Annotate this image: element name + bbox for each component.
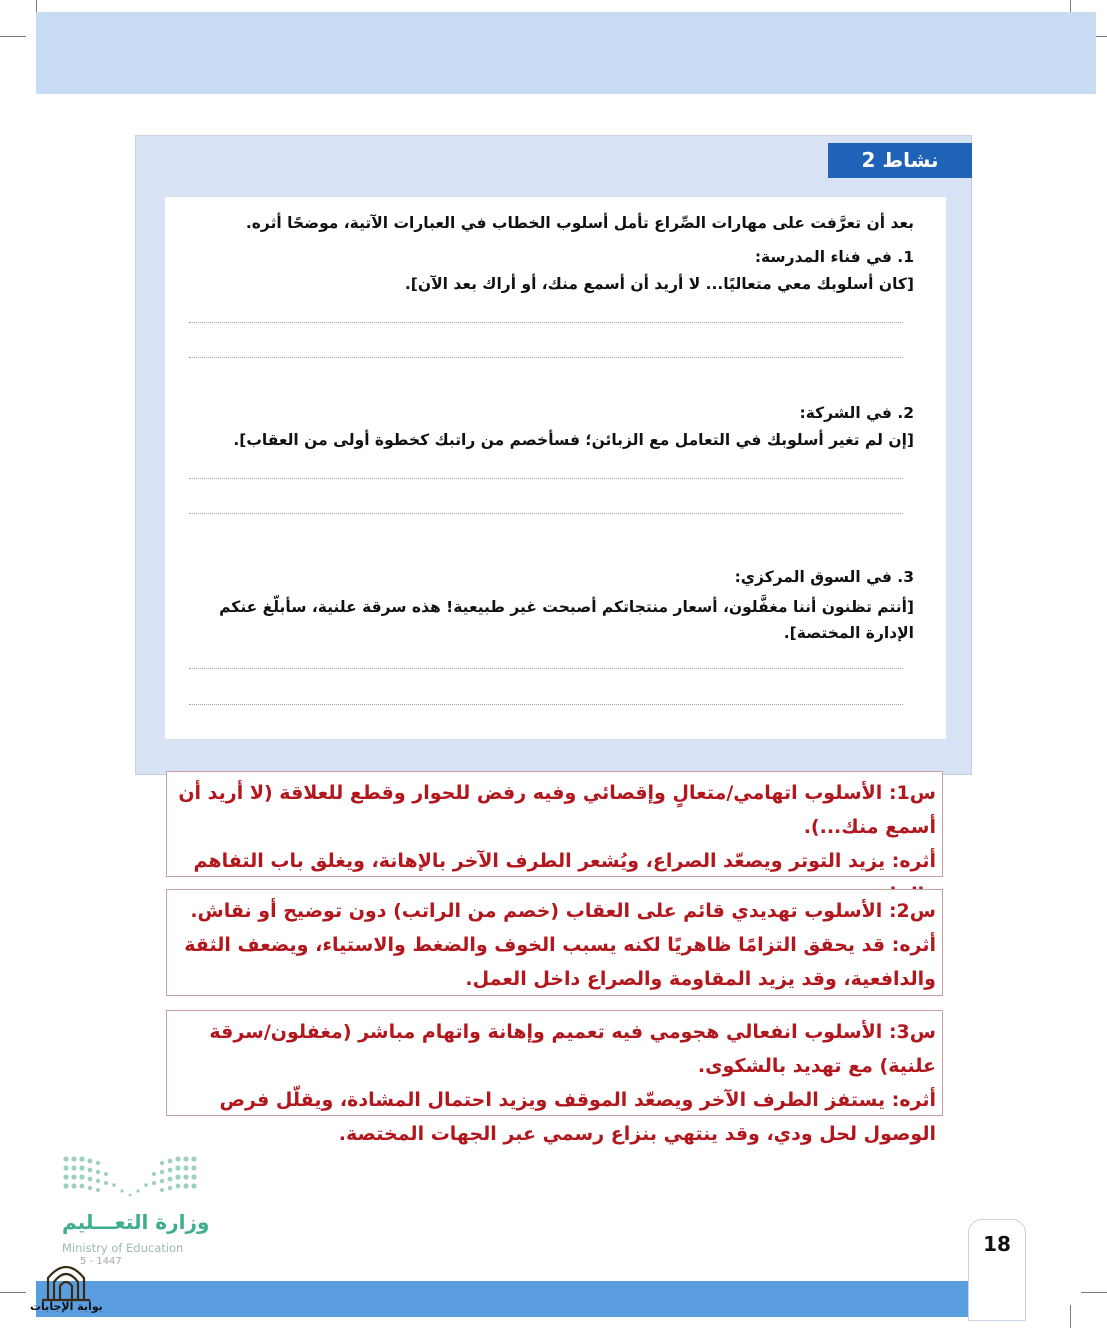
header-band <box>36 12 1096 94</box>
footer-band <box>36 1281 971 1317</box>
activity-title: نشاط 2 <box>828 143 972 178</box>
portal-label: بوابة الإجابات <box>30 1300 103 1313</box>
answer-3-label: س3: <box>888 1021 936 1043</box>
answer-box-1 <box>166 771 943 877</box>
answer-2-effect-label: أثره: <box>891 934 936 956</box>
answer-1-effect-label: أثره: <box>891 850 936 872</box>
answer-line <box>189 513 903 514</box>
ministry-name-arabic: وزارة التعـــليم <box>62 1210 210 1234</box>
answer-2-label: س2: <box>888 900 936 922</box>
ministry-logo-icon <box>62 1155 198 1200</box>
answer-3-effect-label: أثره: <box>891 1089 936 1111</box>
answer-line <box>189 322 903 323</box>
question-3-heading: 3. في السوق المركزي: <box>734 568 914 586</box>
crop-mark <box>0 1292 26 1293</box>
answer-2-effect: قد يحقق التزامًا ظاهريًا لكنه يسبب الخوف والضغط والاستياء، ويضعف الثقة والدافعية، وقد يزيد المقاومة والصراع داخل العمل. <box>184 934 936 990</box>
activity-instruction: بعد أن تعرَّفت على مهارات الصِّراع تأمل أسلوب الخطاب في العبارات الآتية، موضحًا أثره. <box>245 214 914 232</box>
crop-mark <box>1070 1305 1071 1328</box>
answer-box-2 <box>166 889 943 996</box>
question-3-quote: [أنتم تظنون أننا مغفَّلون، أسعار منتجاتكم أصبحت غير طبيعية! هذه سرقة علنية، سأبلّغ عنكم الإدارة المختصة]. <box>219 598 914 642</box>
answer-1-effect: يزيد التوتر ويصعّد الصراع، ويُشعر الطرف الآخر بالإهانة، ويغلق باب التفاهم <box>193 850 886 872</box>
answer-line <box>189 357 903 358</box>
answer-line <box>189 478 903 479</box>
crop-mark <box>0 36 26 37</box>
answer-2-text: الأسلوب تهديدي قائم على العقاب (خصم من الراتب) دون توضيح أو نقاش. <box>190 900 883 922</box>
answer-1-label: س1: <box>888 782 936 804</box>
question-2-heading: 2. في الشركة: <box>799 404 914 422</box>
answer-line <box>189 704 903 705</box>
answer-box-3 <box>166 1010 943 1145</box>
answer-3-effect: يستفز الطرف الآخر ويصعّد الموقف ويزيد احتمال المشادة، ويقلّل فرص الوصول لحل ودي، وقد ينتهي بنزاع رسمي عبر الجهات المختصة. <box>219 1089 936 1145</box>
ministry-name-english: Ministry of Education <box>62 1241 184 1255</box>
question-1-heading: 1. في فناء المدرسة: <box>754 248 914 266</box>
answer-3-text: الأسلوب انفعالي هجومي فيه تعميم وإهانة واتهام مباشر (مغفلون/سرقة علنية) مع تهديد بالشكوى. <box>209 1021 936 1077</box>
crop-mark <box>1081 1292 1107 1293</box>
answer-1-text: الأسلوب اتهامي/متعالٍ وإقصائي وفيه رفض للحوار وقطع للعلاقة (لا أريد أن أسمع منك...). <box>178 782 936 838</box>
question-2-quote: [إن لم تغير أسلوبك في التعامل مع الزبائن؛ فسأخصم من راتبك كخطوة أولى من العقاب]. <box>233 431 914 449</box>
page-number: 18 <box>983 1232 1011 1256</box>
edition-year: 5 - 1447 <box>80 1256 122 1267</box>
answer-line <box>189 668 903 669</box>
question-1-quote: [كان أسلوبك معي متعاليًا... لا أريد أن أسمع منك، أو أراك بعد الآن]. <box>404 275 914 293</box>
